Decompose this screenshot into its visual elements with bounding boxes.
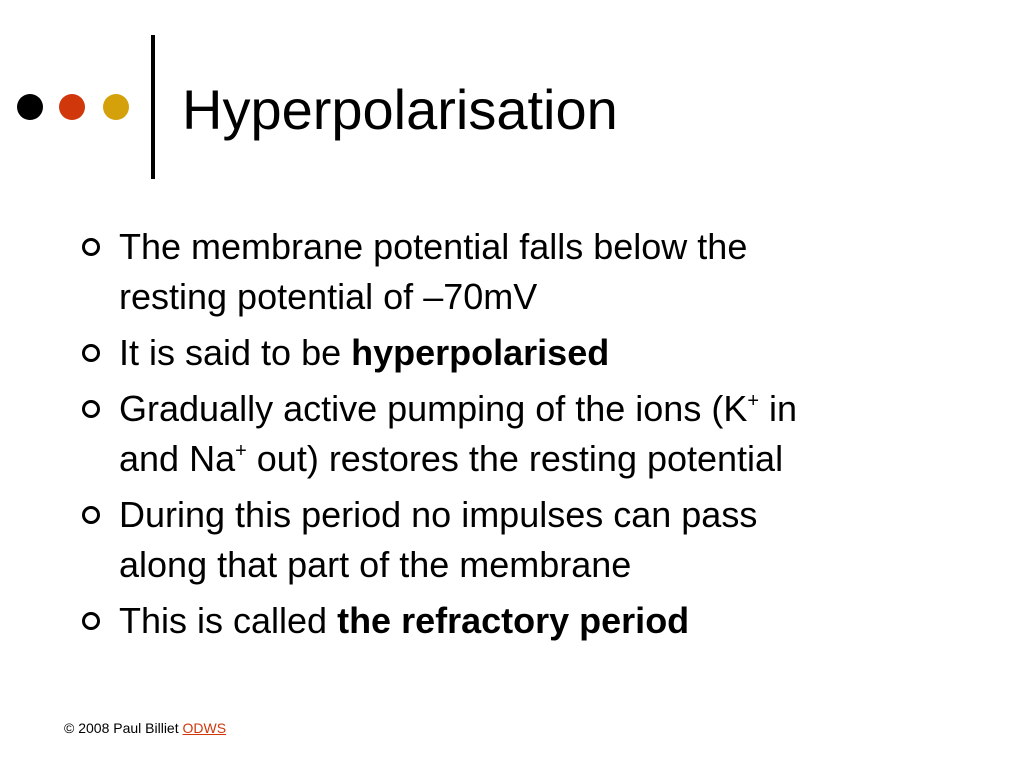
bullet-text: It is said to be (119, 332, 352, 373)
bullet-item-4 (82, 490, 962, 590)
slide-footer (64, 719, 226, 737)
bullet-text-line: resting potential of –70mV (119, 276, 538, 317)
copyright-text: © 2008 Paul Billiet (64, 720, 183, 736)
bullet-item-1 (82, 222, 962, 322)
bullet-text: in (759, 388, 798, 429)
bullet-circle-icon (82, 238, 100, 256)
bullet-text-line: The membrane potential falls below the (119, 226, 748, 267)
bullet-emphasis: hyperpolarised (351, 332, 610, 373)
accent-dot-gold (103, 94, 129, 120)
accent-dot-black (17, 94, 43, 120)
bullet-circle-icon (82, 344, 100, 362)
bullet-item-2 (82, 328, 962, 378)
bullet-circle-icon (82, 612, 100, 630)
bullet-circle-icon (82, 400, 100, 418)
accent-dot-red (59, 94, 85, 120)
bullet-text: Gradually active pumping of the ions (K (119, 388, 748, 429)
bullet-text: This is called (119, 600, 338, 641)
bullet-item-3 (82, 384, 962, 484)
bullet-text: out) restores the resting potential (246, 438, 784, 479)
bullet-item-5 (82, 596, 962, 646)
title-divider (151, 35, 155, 179)
superscript-plus: + (235, 440, 247, 462)
bullet-text: and Na (119, 438, 236, 479)
odws-link[interactable]: ODWS (182, 720, 227, 736)
bullet-text-line: During this period no impulses can pass (119, 494, 758, 535)
bullet-circle-icon (82, 506, 100, 524)
bullet-list (82, 222, 962, 652)
bullet-emphasis: the refractory period (337, 600, 690, 641)
superscript-plus: + (747, 390, 760, 412)
bullet-text-line: along that part of the membrane (119, 544, 632, 585)
slide-title: Hyperpolarisation (182, 78, 618, 141)
